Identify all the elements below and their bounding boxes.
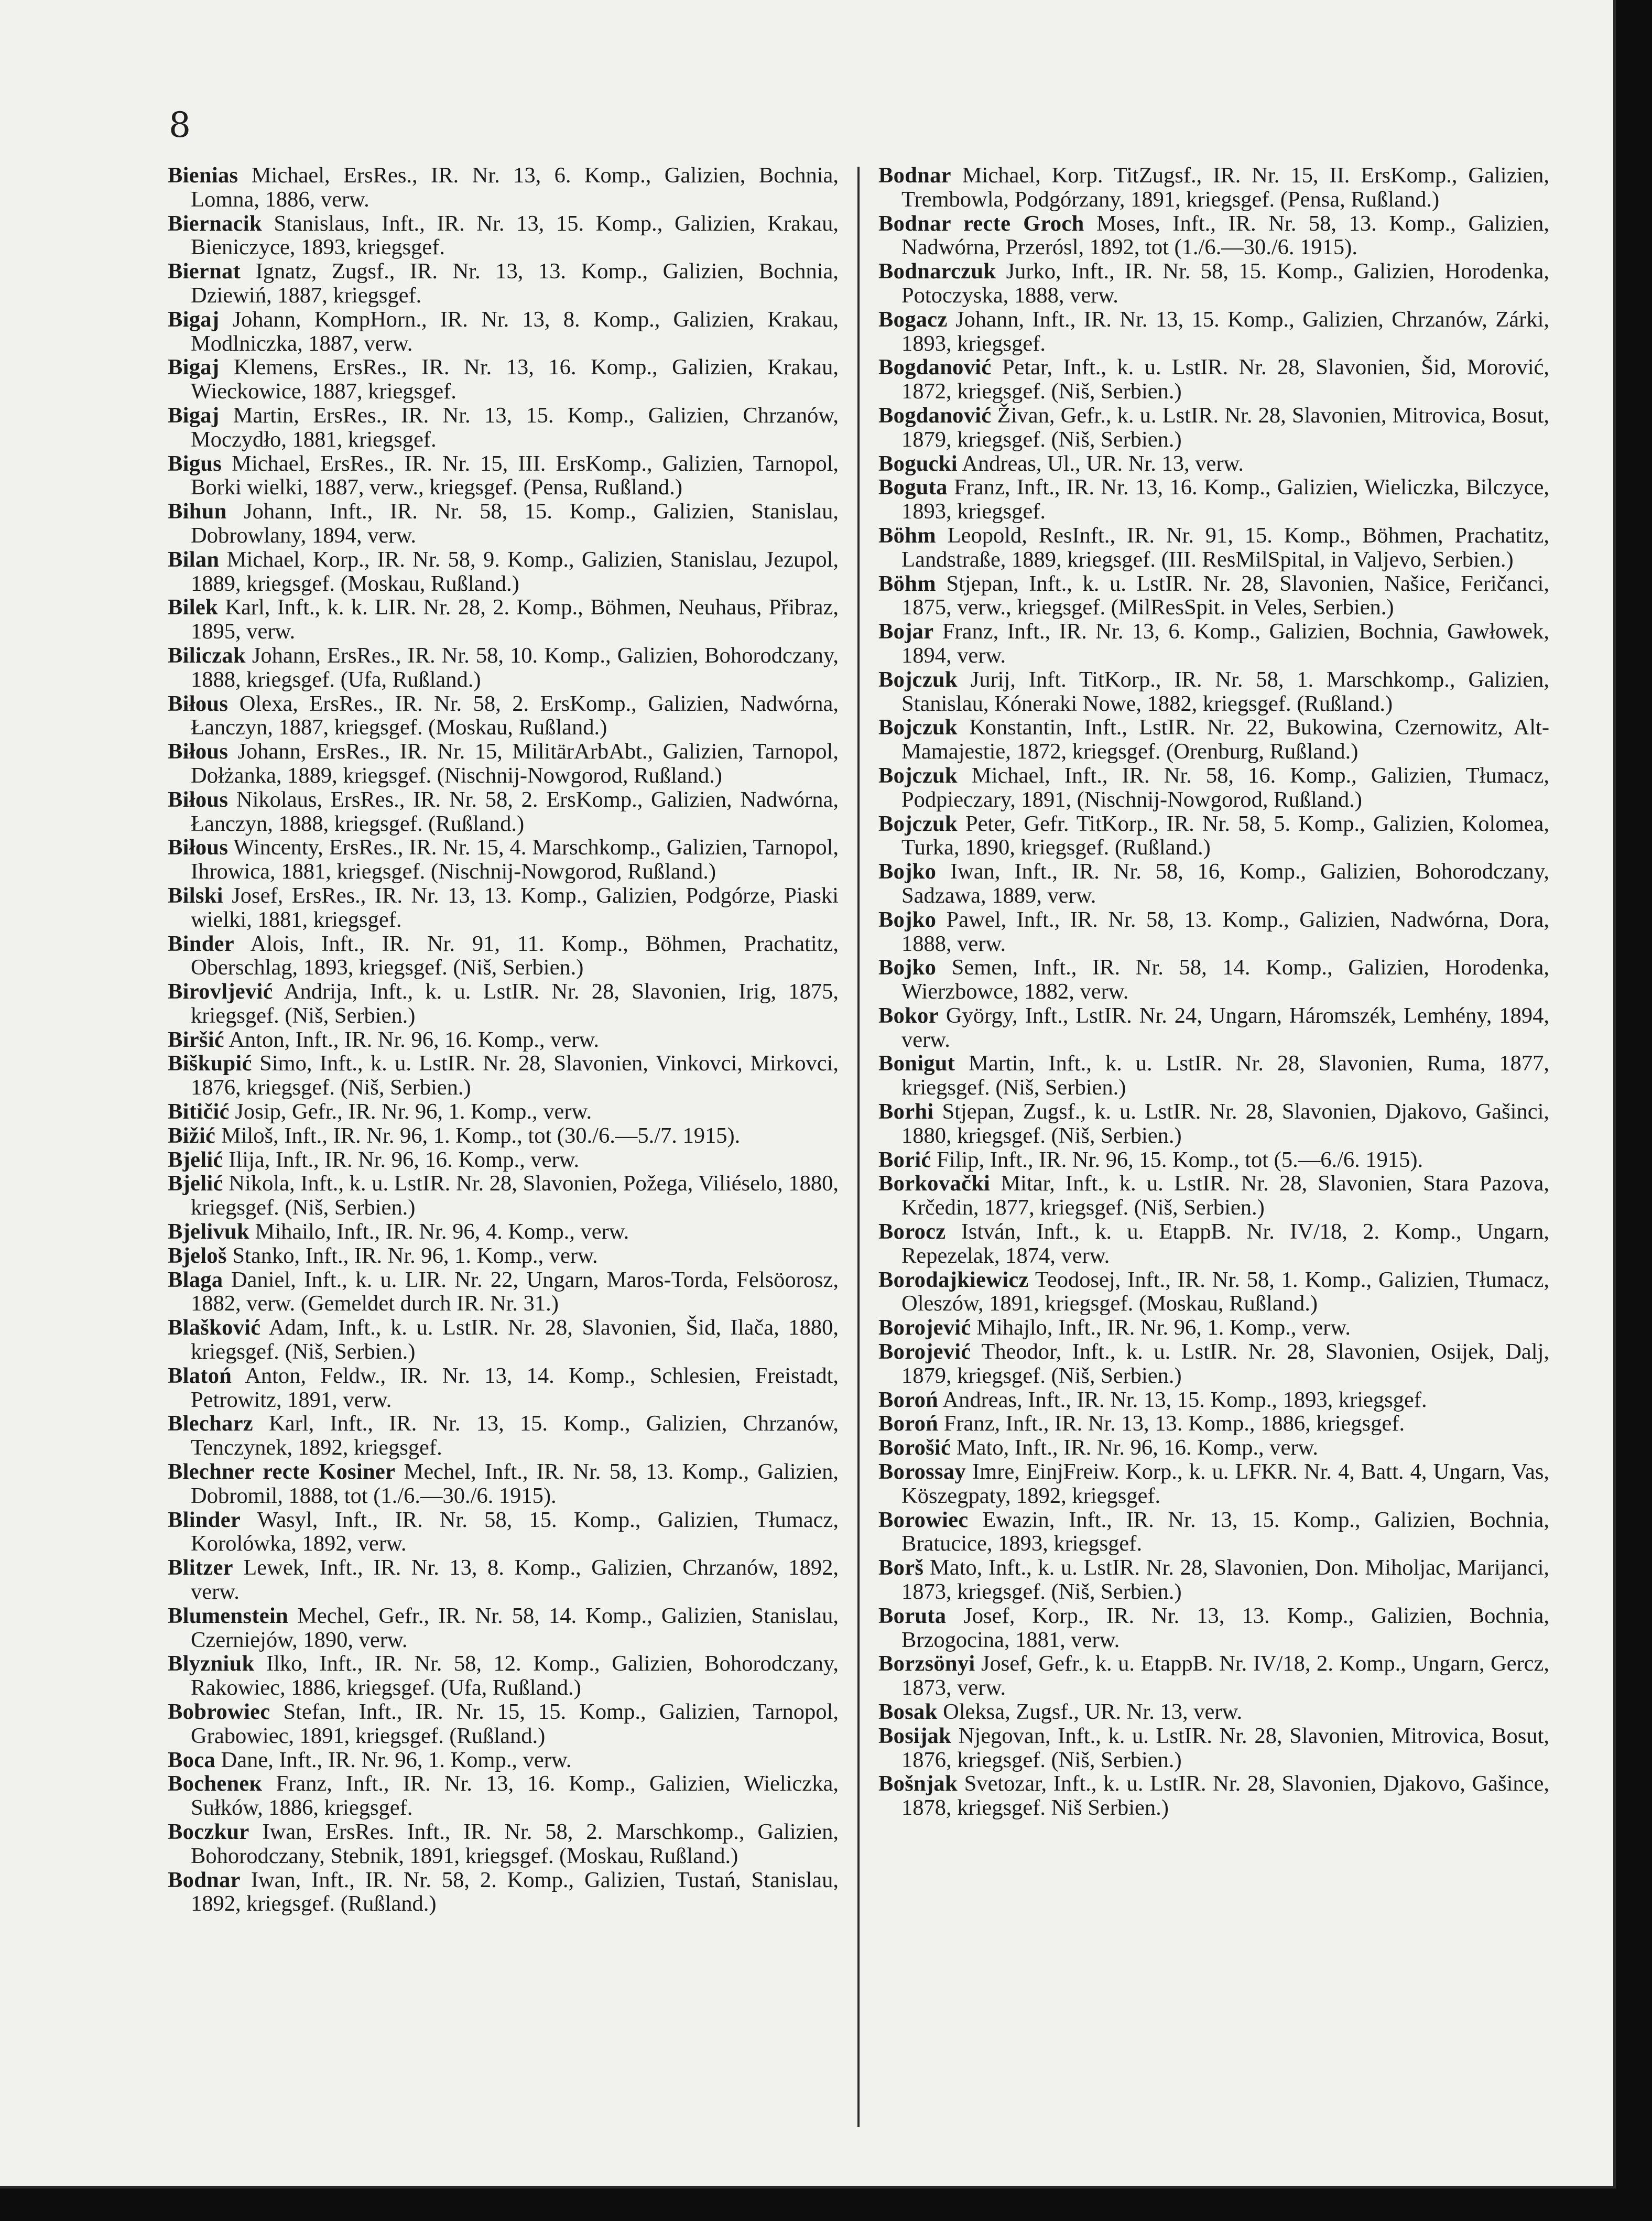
list-entry [878,1460,1549,1508]
entry-details: Jurij, Inft. TitKorp., IR. Nr. 58, 1. Marschkomp., Galizien, Stanislau, Kóneraki Nowe, 1882, kriegsgef. (Rußland.) [901,667,1549,716]
entry-details: Daniel, Inft., k. u. LIR. Nr. 22, Ungarn, Maros-Torda, Felsöorosz, 1882, verw. (Gemeldet durch IR. Nr. 31.) [191,1267,839,1316]
list-entry [878,212,1549,260]
entry-details: Ilko, Inft., IR. Nr. 58, 12. Komp., Galizien, Bohorodczany, Rakowiec, 1886, kriegsgef. (Ufa, Rußland.) [191,1651,839,1700]
entry-details: Simo, Inft., k. u. LstIR. Nr. 28, Slavonien, Vinkovci, Mirkovci, 1876, kriegsgef. (Niš, Serbien.) [191,1051,839,1100]
entry-surname: Blatoń [168,1363,232,1388]
entry-details: Leopold, ResInft., IR. Nr. 91, 15. Komp., Böhmen, Prachatitz, Landstraße, 1889, kriegsgef. (III. ResMilSpital, in Valjevo, Serbien.) [901,523,1550,572]
entry-details: Petar, Inft., k. u. LstIR. Nr. 28, Slavonien, Šid, Morović, 1872, kriegsgef. (Niš, Serbien.) [901,355,1549,404]
entry-details: Ignatz, Zugsf., IR. Nr. 13, 13. Komp., Galizien, Bochnia, Dziewiń, 1887, kriegsgef. [191,259,839,308]
entry-details: Anton, Feldw., IR. Nr. 13, 14. Komp., Schlesien, Freistadt, Petrowitz, 1891, verw. [191,1363,839,1412]
entry-surname: Borš [878,1555,924,1580]
entry-surname: Boruta [878,1603,947,1628]
list-entry [168,1316,839,1364]
list-entry [168,1124,839,1148]
entry-details: Martin, ErsRes., IR. Nr. 13, 15. Komp., Galizien, Chrzanów, Moczydło, 1881, kriegsgef. [191,403,839,452]
list-entry [168,1772,839,1820]
entry-surname: Birovljević [168,979,273,1004]
list-entry [168,1460,839,1508]
entry-details: Stanko, Inft., IR. Nr. 96, 1. Komp., verw. [232,1243,598,1268]
entry-surname: Borodajkiewicz [878,1267,1029,1292]
entry-details: Olexa, ErsRes., IR. Nr. 58, 2. ErsKomp., Galizien, Nadwórna, Łanczyn, 1887, kriegsgef. (Moskau, Rußland.) [191,691,839,740]
entry-details: Michael, ErsRes., IR. Nr. 15, III. ErsKomp., Galizien, Tarnopol, Borki wielki, 1887, verw., kriegsgef. (Pensa, Rußland.) [191,451,839,500]
entry-details: Konstantin, Inft., LstIR. Nr. 22, Bukowina, Czernowitz, Alt-Mamajestie, 1872, kriegsgef. (Orenburg, Rußland.) [901,715,1549,764]
entry-surname: Bogacz [878,307,948,332]
entry-surname: Biernat [168,259,241,284]
entry-surname: Biłous [168,691,229,716]
list-entry [168,1748,839,1772]
entry-details: Michael, Korp., IR. Nr. 58, 9. Komp., Galizien, Stanislau, Jezupol, 1889, kriegsgef. (Moskau, Rußland.) [191,547,839,596]
entry-details: Alois, Inft., IR. Nr. 91, 11. Komp., Böhmen, Prachatitz, Oberschlag, 1893, kriegsgef. (Niš, Serbien.) [191,931,839,980]
entry-surname: Bodnar [878,163,951,188]
entry-surname: Blumenstein [168,1603,288,1628]
entry-surname: Bogdanović [878,355,992,380]
list-entry [168,1604,839,1652]
entry-surname: Bjelivuk [168,1219,249,1244]
list-entry [878,908,1549,956]
list-entry [878,572,1549,620]
entry-details: Filip, Inft., IR. Nr. 96, 15. Komp., tot (5.—6./6. 1915). [937,1147,1423,1172]
list-entry [168,548,839,596]
entry-surname: Bojko [878,859,937,884]
entry-details: Moses, Inft., IR. Nr. 58, 13. Komp., Galizien, Nadwórna, Przerósl, 1892, tot (1./6.—30./6. 1915). [901,211,1550,260]
list-entry [168,932,839,980]
list-entry [878,1652,1549,1700]
entry-surname: Boguta [878,475,948,500]
entry-surname: Böhm [878,523,936,548]
entry-details: Johann, ErsRes., IR. Nr. 15, MilitärArbAbt., Galizien, Tarnopol, Dołżanka, 1889, kriegsgef. (Nischnij-Nowgorod, Rußland.) [191,739,839,788]
list-entry [878,1700,1549,1724]
entry-surname: Bodnar recte Groch [878,211,1084,236]
entry-surname: Bilski [168,883,223,908]
entry-details: Mato, Inft., k. u. LstIR. Nr. 28, Slavonien, Don. Miholjac, Marijanci, 1873, kriegsgef. (Niš, Serbien.) [901,1555,1550,1605]
list-entry [878,308,1549,356]
entry-surname: Borowiec [878,1507,969,1532]
entry-details: Svetozar, Inft., k. u. LstIR. Nr. 28, Slavonien, Djakovo, Gašince, 1878, kriegsgef. Niš Serbien.) [901,1771,1549,1821]
entry-details: Franz, Inft., IR. Nr. 13, 16. Komp., Galizien, Wieliczka, Sułków, 1886, kriegsgef. [191,1771,839,1821]
entry-details: Michael, Inft., IR. Nr. 58, 16. Komp., Galizien, Tłumacz, Podpieczary, 1891, (Nischnij-Nowgorod, Rußland.) [901,763,1549,812]
entry-surname: Bobrowiec [168,1699,270,1724]
right-column [878,164,1549,1820]
list-entry [168,1220,839,1244]
entry-surname: Boroń [878,1387,939,1412]
entry-details: Andreas, Ul., UR. Nr. 13, verw. [962,451,1244,476]
list-entry [878,860,1549,908]
entry-surname: Borojević [878,1315,971,1340]
entry-surname: Biłous [168,787,229,812]
entry-surname: Borhi [878,1099,934,1124]
entry-details: Iwan, ErsRes. Inft., IR. Nr. 58, 2. Marschkomp., Galizien, Bohorodczany, Stebnik, 1891, kriegsgef. (Moskau, Rußland.) [191,1819,839,1868]
list-entry [878,764,1549,812]
entry-surname: Bonigut [878,1051,955,1076]
list-entry [168,1868,839,1916]
list-entry [168,1652,839,1700]
entry-details: Pawel, Inft., IR. Nr. 58, 13. Komp., Galizien, Nadwórna, Dora, 1888, verw. [901,907,1550,956]
entry-surname: Bojczuk [878,763,958,788]
entry-details: Nikolaus, ErsRes., IR. Nr. 58, 2. ErsKomp., Galizien, Nadwórna, Łanczyn, 1888, kriegsgef. (Rußland.) [191,787,839,836]
entry-details: Živan, Gefr., k. u. LstIR. Nr. 28, Slavonien, Mitrovica, Bosut, 1879, kriegsgef. (Niš, Serbien.) [901,403,1549,452]
entry-surname: Böhm [878,571,936,596]
entry-surname: Bilan [168,547,220,572]
entry-surname: Bogdanović [878,403,992,428]
list-entry [878,259,1549,308]
list-entry [878,452,1549,476]
left-column [168,164,839,1916]
entry-surname: Bojar [878,619,934,644]
entry-details: Mihailo, Inft., IR. Nr. 96, 4. Komp., verw. [255,1219,629,1244]
list-entry [878,1724,1549,1772]
entry-surname: Biłous [168,739,229,764]
list-entry [168,308,839,356]
list-entry [168,1244,839,1268]
entry-surname: Borošić [878,1435,951,1460]
list-entry [168,644,839,692]
list-entry [878,1004,1549,1052]
entry-surname: Bienias [168,163,238,188]
entry-surname: Borocz [878,1219,946,1244]
list-entry [878,1772,1549,1820]
entry-surname: Biškupić [168,1051,252,1076]
entry-surname: Blecharz [168,1411,253,1436]
list-entry [168,1820,839,1868]
entry-surname: Bojko [878,955,937,980]
entry-details: Miloš, Inft., IR. Nr. 96, 1. Komp., tot (30./6.—5./7. 1915). [221,1123,741,1148]
entry-details: Imre, EinjFreiw. Korp., k. u. LFKR. Nr. 4, Batt. 4, Ungarn, Vas, Köszegpaty, 1892, kriegsgef. [901,1459,1549,1508]
entry-surname: Blitzer [168,1555,233,1580]
list-entry [878,164,1549,212]
entry-details: Mato, Inft., IR. Nr. 96, 16. Komp., verw. [956,1435,1319,1460]
entry-surname: Blechner recte Kosiner [168,1459,396,1485]
entry-surname: Bigaj [168,403,220,428]
entry-surname: Borossay [878,1459,966,1485]
entry-surname: Blašković [168,1315,261,1340]
entry-surname: Bodnar [168,1867,241,1892]
list-entry [878,1388,1549,1412]
list-entry [168,1268,839,1316]
list-entry [878,1148,1549,1172]
entry-surname: Borojević [878,1339,971,1364]
entry-surname: Boczkur [168,1819,249,1844]
entry-details: Njegovan, Inft., k. u. LstIR. Nr. 28, Slavonien, Mitrovica, Bosut, 1876, kriegsgef. (Niš, Serbien.) [901,1723,1549,1772]
entry-surname: Bigaj [168,307,220,332]
list-entry [168,1700,839,1748]
entry-details: Karl, Inft., IR. Nr. 13, 15. Komp., Galizien, Chrzanów, Tenczynek, 1892, kriegsgef. [191,1411,839,1460]
list-entry [168,1100,839,1124]
entry-surname: Bosak [878,1699,938,1724]
list-entry [878,1220,1549,1268]
list-entry [878,956,1549,1004]
list-entry [878,1412,1549,1436]
entry-details: Iwan, Inft., IR. Nr. 58, 16, Komp., Galizien, Bohorodczany, Sadzawa, 1889, verw. [901,859,1550,908]
list-entry [878,1172,1549,1220]
entry-details: Wincenty, ErsRes., IR. Nr. 15, 4. Marschkomp., Galizien, Tarnopol, Ihrowica, 1881, kriegsgef. (Nischnij-Nowgorod, Rußland.) [191,835,839,884]
entry-details: Michael, ErsRes., IR. Nr. 13, 6. Komp., Galizien, Bochnia, Lomna, 1886, verw. [191,163,839,212]
list-entry [168,1364,839,1412]
list-entry [168,1148,839,1172]
page-number: 8 [169,105,191,145]
entry-surname: Bigaj [168,355,220,380]
entry-details: Michael, Korp. TitZugsf., IR. Nr. 15, II. ErsKomp., Galizien, Trembowla, Podgórzany, 1891, kriegsgef. (Pensa, Rußland.) [901,163,1550,212]
list-entry [878,1340,1549,1388]
entry-details: Iwan, Inft., IR. Nr. 58, 2. Komp., Galizien, Tustań, Stanislau, 1892, kriegsgef. (Rußland.) [191,1867,839,1916]
list-entry [168,404,839,452]
list-entry [168,1172,839,1220]
list-entry [168,1052,839,1100]
entry-details: István, Inft., k. u. EtappB. Nr. IV/18, 2. Komp., Ungarn, Repezelak, 1874, verw. [901,1219,1549,1268]
entry-surname: Bjeloš [168,1243,227,1268]
entry-details: Ilija, Inft., IR. Nr. 96, 16. Komp., verw. [229,1147,580,1172]
entry-surname: Blaga [168,1267,223,1292]
list-entry [878,1100,1549,1148]
entry-surname: Bosijak [878,1723,952,1748]
entry-details: Josip, Gefr., IR. Nr. 96, 1. Komp., verw. [235,1099,592,1124]
list-entry [168,788,839,836]
entry-details: Stanislaus, Inft., IR. Nr. 13, 15. Komp., Galizien, Krakau, Bieniczyce, 1893, kriegsgef. [191,211,839,260]
entry-details: Stjepan, Zugsf., k. u. LstIR. Nr. 28, Slavonien, Djakovo, Gašinci, 1880, kriegsgef. (Niš, Serbien.) [901,1099,1549,1148]
entry-details: Wasyl, Inft., IR. Nr. 58, 15. Komp., Galizien, Tłumacz, Korolówka, 1892, verw. [191,1507,839,1556]
list-entry [168,500,839,548]
list-entry [168,164,839,212]
entry-details: Johann, Inft., IR. Nr. 13, 15. Komp., Galizien, Chrzanów, Zárki, 1893, kriegsgef. [901,307,1549,356]
entry-details: Nikola, Inft., k. u. LstIR. Nr. 28, Slavonien, Požega, Viliéselo, 1880, kriegsgef. (Niš, Serbien.) [191,1171,839,1220]
entry-details: Mihajlo, Inft., IR. Nr. 96, 1. Komp., verw. [976,1315,1351,1340]
entry-surname: Biršić [168,1027,225,1052]
entry-details: Johann, ErsRes., IR. Nr. 58, 10. Komp., Galizien, Bohorodczany, 1888, kriegsgef. (Ufa, Rußland.) [191,643,839,692]
list-entry [168,836,839,884]
list-entry [168,1508,839,1556]
list-entry [878,812,1549,860]
entry-surname: Bjelić [168,1171,223,1196]
entry-surname: Biłous [168,835,229,860]
list-entry [878,1052,1549,1100]
list-entry [168,1028,839,1052]
entry-surname: Bokor [878,1003,939,1028]
entry-details: Klemens, ErsRes., IR. Nr. 13, 16. Komp., Galizien, Krakau, Wieckowice, 1887, kriegsgef. [191,355,839,404]
entry-surname: Bogucki [878,451,958,476]
list-entry [878,1436,1549,1460]
list-entry [168,595,839,644]
entry-surname: Blinder [168,1507,241,1532]
list-entry [168,212,839,260]
list-entry [878,355,1549,404]
entry-surname: Bojko [878,907,937,932]
entry-surname: Bojczuk [878,667,958,692]
entry-surname: Borzsönyi [878,1651,975,1676]
entry-details: György, Inft., LstIR. Nr. 24, Ungarn, Háromszék, Lemhény, 1894, verw. [901,1003,1550,1052]
entry-surname: Boroń [878,1411,939,1436]
entry-details: Franz, Inft., IR. Nr. 13, 16. Komp., Galizien, Wieliczka, Bilczyce, 1893, kriegsgef. [901,475,1549,524]
entry-details: Josef, Korp., IR. Nr. 13, 13. Komp., Galizien, Bochnia, Brzogocina, 1881, verw. [901,1603,1549,1652]
list-entry [878,1604,1549,1652]
list-entry [878,1268,1549,1316]
entry-surname: Bjelić [168,1147,223,1172]
entry-details: Dane, Inft., IR. Nr. 96, 1. Komp., verw. [221,1747,572,1772]
entry-details: Mechel, Inft., IR. Nr. 58, 13. Komp., Galizien, Dobromil, 1888, tot (1./6.—30./6. 1915). [191,1459,839,1508]
entry-details: Mechel, Gefr., IR. Nr. 58, 14. Komp., Galizien, Stanislau, Czerniejów, 1890, verw. [191,1603,839,1652]
list-entry [878,475,1549,524]
entry-surname: Boca [168,1747,215,1772]
entry-surname: Borkovački [878,1171,991,1196]
entry-surname: Blyzniuk [168,1651,255,1676]
list-entry [168,740,839,788]
entry-details: Ewazin, Inft., IR. Nr. 13, 15. Komp., Galizien, Bochnia, Bratucice, 1893, kriegsgef. [901,1507,1550,1556]
entry-details: Stjepan, Inft., k. u. LstIR. Nr. 28, Slavonien, Našice, Feričanci, 1875, verw., kriegsgef. (MilResSpit. in Veles, Serbien.) [901,571,1549,620]
entry-details: Teodosej, Inft., IR. Nr. 58, 1. Komp., Galizien, Tłumacz, Oleszów, 1891, kriegsgef. (Moskau, Rußland.) [901,1267,1549,1316]
entry-surname: Borić [878,1147,931,1172]
list-entry [878,1508,1549,1556]
entry-details: Theodor, Inft., k. u. LstIR. Nr. 28, Slavonien, Osijek, Dalj, 1879, kriegsgef. (Niš, Serbien.) [901,1339,1550,1388]
list-entry [878,524,1549,572]
entry-details: Anton, Inft., IR. Nr. 96, 16. Komp., verw. [229,1027,599,1052]
entry-surname: Bitičić [168,1099,230,1124]
list-entry [168,259,839,308]
entry-details: Josef, Gefr., k. u. EtappB. Nr. IV/18, 2. Komp., Ungarn, Gercz, 1873, verw. [901,1651,1549,1700]
list-entry [168,1556,839,1604]
list-entry [878,1316,1549,1340]
list-entry [168,452,839,500]
entry-details: Mitar, Inft., k. u. LstIR. Nr. 28, Slavonien, Stara Pazova, Krčedin, 1877, kriegsgef. (Niš, Serbien.) [901,1171,1550,1220]
entry-details: Oleksa, Zugsf., UR. Nr. 13, verw. [943,1699,1243,1724]
entry-surname: Bodnarczuk [878,259,996,284]
entry-details: Franz, Inft., IR. Nr. 13, 13. Komp., 1886, kriegsgef. [943,1411,1405,1436]
entry-details: Stefan, Inft., IR. Nr. 15, 15. Komp., Galizien, Tarnopol, Grabowiec, 1891, kriegsgef. (Rußland.) [191,1699,839,1748]
entry-surname: Bižić [168,1123,216,1148]
list-entry [168,884,839,932]
entry-surname: Biliczak [168,643,246,668]
entry-surname: Biernacik [168,211,262,236]
list-entry [878,620,1549,668]
entry-details: Franz, Inft., IR. Nr. 13, 6. Komp., Galizien, Bochnia, Gawłowek, 1894, verw. [901,619,1549,668]
entry-details: Martin, Inft., k. u. LstIR. Nr. 28, Slavonien, Ruma, 1877, kriegsgef. (Niš, Serbien.) [901,1051,1550,1100]
entry-details: Karl, Inft., k. k. LIR. Nr. 28, 2. Komp., Böhmen, Neuhaus, Přibraz, 1895, verw. [191,595,839,644]
list-entry [168,355,839,404]
entry-details: Jurko, Inft., IR. Nr. 58, 15. Komp., Galizien, Horodenka, Potoczyska, 1888, verw. [901,259,1549,308]
entry-surname: Bošnjak [878,1771,958,1796]
entry-details: Andreas, Inft., IR. Nr. 13, 15. Komp., 1893, kriegsgef. [942,1387,1427,1412]
column-divider [857,167,860,2127]
list-entry [168,1412,839,1460]
entry-surname: Bojczuk [878,811,958,836]
list-entry [878,716,1549,764]
list-entry [878,668,1549,716]
entry-details: Andrija, Inft., k. u. LstIR. Nr. 28, Slavonien, Irig, 1875, kriegsgef. (Niš, Serbien.) [191,979,839,1028]
list-entry [168,980,839,1028]
entry-details: Johann, KompHorn., IR. Nr. 13, 8. Komp., Galizien, Krakau, Modlniczka, 1887, verw. [191,307,839,356]
entry-details: Johann, Inft., IR. Nr. 58, 15. Komp., Galizien, Stanislau, Dobrowlany, 1894, verw. [191,499,839,548]
entry-details: Adam, Inft., k. u. LstIR. Nr. 28, Slavonien, Šid, Ilača, 1880, kriegsgef. (Niš, Serbien.) [191,1315,839,1364]
entry-surname: Binder [168,931,234,956]
entry-surname: Bojczuk [878,715,958,740]
list-entry [878,1556,1549,1604]
entry-details: Lewek, Inft., IR. Nr. 13, 8. Komp., Galizien, Chrzanów, 1892, verw. [191,1555,839,1605]
entry-surname: Bilek [168,595,218,620]
entry-surname: Bocheneк [168,1771,263,1796]
entry-details: Peter, Gefr. TitKorp., IR. Nr. 58, 5. Komp., Galizien, Kolomea, Turka, 1890, kriegsgef. (Rußland.) [901,811,1549,860]
list-entry [168,692,839,740]
list-entry [878,404,1549,452]
entry-details: Josef, ErsRes., IR. Nr. 13, 13. Komp., Galizien, Podgórze, Piaski wielki, 1881, kriegsgef. [191,883,839,932]
entry-surname: Bihun [168,499,227,524]
entry-surname: Bigus [168,451,222,476]
entry-details: Semen, Inft., IR. Nr. 58, 14. Komp., Galizien, Horodenka, Wierzbowce, 1882, verw. [901,955,1549,1004]
